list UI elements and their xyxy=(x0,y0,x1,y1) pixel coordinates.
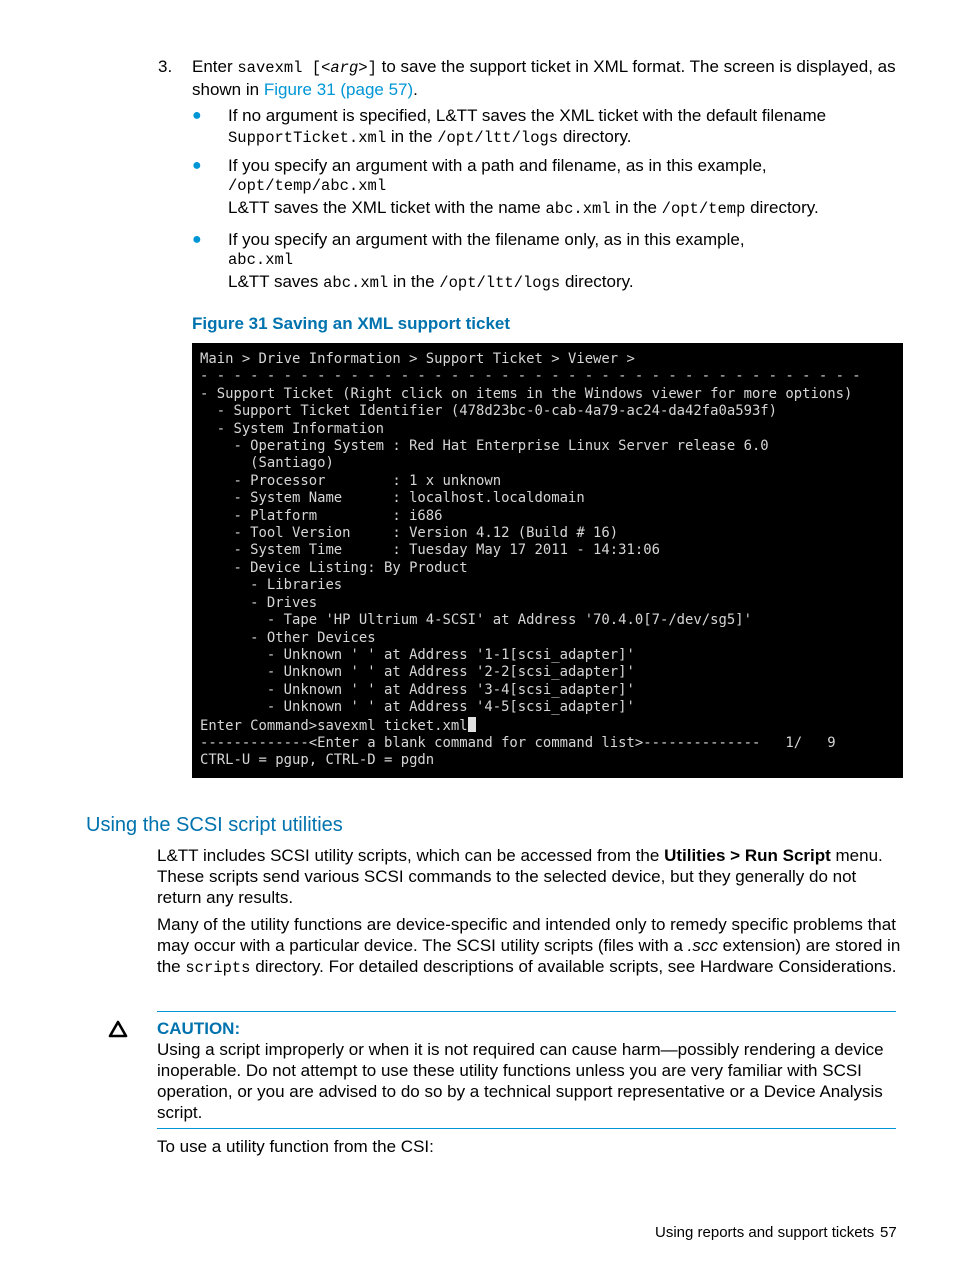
caution-triangle-icon xyxy=(108,1020,128,1038)
paragraph: To use a utility function from the CSI: xyxy=(157,1137,434,1156)
menu-path: Utilities > Run Script xyxy=(664,846,831,865)
filename-code: SupportTicket.xml xyxy=(228,129,387,147)
terminal-line: - System Name : localhost.localdomain xyxy=(233,490,585,507)
paragraph-text: extension) are stored in the xyxy=(157,936,901,976)
extension-text: .scc xyxy=(687,936,718,955)
directory-code: /opt/temp xyxy=(661,200,746,218)
terminal-line: - Unknown ' ' at Address '1-1[scsi_adapter]' xyxy=(266,646,635,663)
bullet-text: directory. xyxy=(558,127,632,146)
directory-code: /opt/ltt/logs xyxy=(439,274,561,292)
bullet-dot: ● xyxy=(192,157,202,174)
footer-section-title: Using reports and support tickets xyxy=(655,1224,875,1241)
terminal-line: - Other Devices xyxy=(250,629,376,646)
paragraph-text: directory. For detailed descriptions of available scripts, see Hardware Considerations. xyxy=(250,957,897,976)
terminal-line: - Tool Version : Version 4.12 (Build # 16) xyxy=(233,525,619,542)
caution-label: CAUTION: xyxy=(157,1019,241,1038)
terminal-status-line: -------------<Enter a blank command for command list>-------------- 1/ 9 xyxy=(200,734,836,751)
terminal-line: - Unknown ' ' at Address '2-2[scsi_adapter]' xyxy=(266,664,635,681)
bullet-text: If no argument is specified, L&TT saves the XML ticket with the default filename xyxy=(228,106,827,125)
figure-31-link[interactable]: Figure 31 (page 57) xyxy=(263,80,414,99)
step-text-end: . xyxy=(413,80,418,99)
terminal-lines xyxy=(200,351,861,715)
terminal-line: - Drives xyxy=(250,594,318,611)
terminal-command-line: Enter Command>savexml ticket.xml xyxy=(200,717,468,734)
caution-top-rule xyxy=(157,1011,896,1012)
page-number: 57 xyxy=(880,1224,897,1241)
terminal-line: - Device Listing: By Product xyxy=(233,559,468,576)
terminal-cursor xyxy=(468,717,476,732)
terminal-output xyxy=(192,343,903,770)
caution-text: Using a script improperly or when it is not required can cause harm—possibly rendering a device inoperable. Do not attempt to use these utility functions unless you are very familiar with SCSI operation, or you are advised to do so by a technical support representative or a Device Analysis script. xyxy=(157,1040,884,1122)
terminal-line: (Santiago) xyxy=(250,455,334,472)
step-text-enter: Enter xyxy=(192,57,238,76)
bullet-text: in the xyxy=(388,272,440,291)
filename-example-code: abc.xml xyxy=(228,251,294,269)
terminal-line: - System Information xyxy=(216,420,384,437)
terminal-line: - Libraries xyxy=(250,577,343,594)
figure-caption: Figure 31 Saving an XML support ticket xyxy=(192,314,511,333)
step-3-text xyxy=(192,56,897,100)
bullet-text: If you specify an argument with the filename only, as in this example, xyxy=(228,230,745,249)
bullet-dot: ● xyxy=(192,107,202,124)
terminal-line: - Support Ticket (Right click on items in the Windows viewer for more options) xyxy=(200,385,853,402)
terminal-line: - System Time : Tuesday May 17 2011 - 14:31:06 xyxy=(233,542,660,559)
terminal-line: - - - - - - - - - - - - - - - - - - - - - - - - - - - - - - - - - - - - - - - - xyxy=(200,368,861,385)
directory-code: /opt/ltt/logs xyxy=(437,129,559,147)
paragraph-text: menu. These scripts send various SCSI commands to the selected device, but they generally do not return any results. xyxy=(157,846,883,907)
bullet-text: directory. xyxy=(745,198,819,217)
directory-code: scripts xyxy=(185,959,251,977)
bullet-text: in the xyxy=(610,198,662,217)
list-item xyxy=(192,229,897,295)
step-text-middle: to save the support ticket in XML format. The screen is displayed, as shown in xyxy=(192,57,896,99)
caution-bottom-rule xyxy=(157,1128,896,1129)
paragraph xyxy=(157,914,902,979)
bullet-text: in the xyxy=(386,127,438,146)
bullet-text: directory. xyxy=(560,272,634,291)
section-heading: Using the SCSI script utilities xyxy=(86,814,343,836)
bullet-text: If you specify an argument with a path and filename, as in this example, xyxy=(228,156,767,175)
bullet-text: L&TT saves the XML ticket with the name xyxy=(228,198,546,217)
path-example-code: /opt/temp/abc.xml xyxy=(228,177,387,195)
list-item xyxy=(192,155,897,221)
terminal-line: - Platform : i686 xyxy=(233,507,443,524)
bullet-dot: ● xyxy=(192,231,202,248)
paragraph xyxy=(157,845,902,908)
bullet-text: L&TT saves xyxy=(228,272,324,291)
terminal-line: - Unknown ' ' at Address '3-4[scsi_adapter]' xyxy=(266,681,635,698)
terminal-line: Main > Drive Information > Support Ticket > Viewer > xyxy=(200,351,635,367)
terminal-line: - Operating System : Red Hat Enterprise Linux Server release 6.0 xyxy=(233,438,769,455)
terminal-line: - Processor : 1 x unknown xyxy=(233,472,502,489)
filename-code: abc.xml xyxy=(545,200,611,218)
list-item xyxy=(192,105,897,149)
terminal-line: - Tape 'HP Ultrium 4-SCSI' at Address '70.4.0[7-/dev/sg5]' xyxy=(266,612,752,629)
paragraph-text: L&TT includes SCSI utility scripts, which can be accessed from the xyxy=(157,846,665,865)
terminal-line: - Unknown ' ' at Address '4-5[scsi_adapter]' xyxy=(266,699,635,716)
savexml-command: savexml [<arg>] xyxy=(237,59,377,77)
terminal-help-line: CTRL-U = pgup, CTRL-D = pgdn xyxy=(200,752,435,769)
step-number: 3. xyxy=(158,57,173,76)
terminal-screenshot xyxy=(192,343,903,778)
paragraph-text: Many of the utility functions are device-specific and intended only to remedy specific problems that may occur with a particular device. The SCSI utility scripts (files with a xyxy=(157,915,896,955)
terminal-line: - Support Ticket Identifier (478d23bc-0-cab-4a79-ac24-da42fa0a593f) xyxy=(216,403,778,420)
filename-code: abc.xml xyxy=(323,274,389,292)
